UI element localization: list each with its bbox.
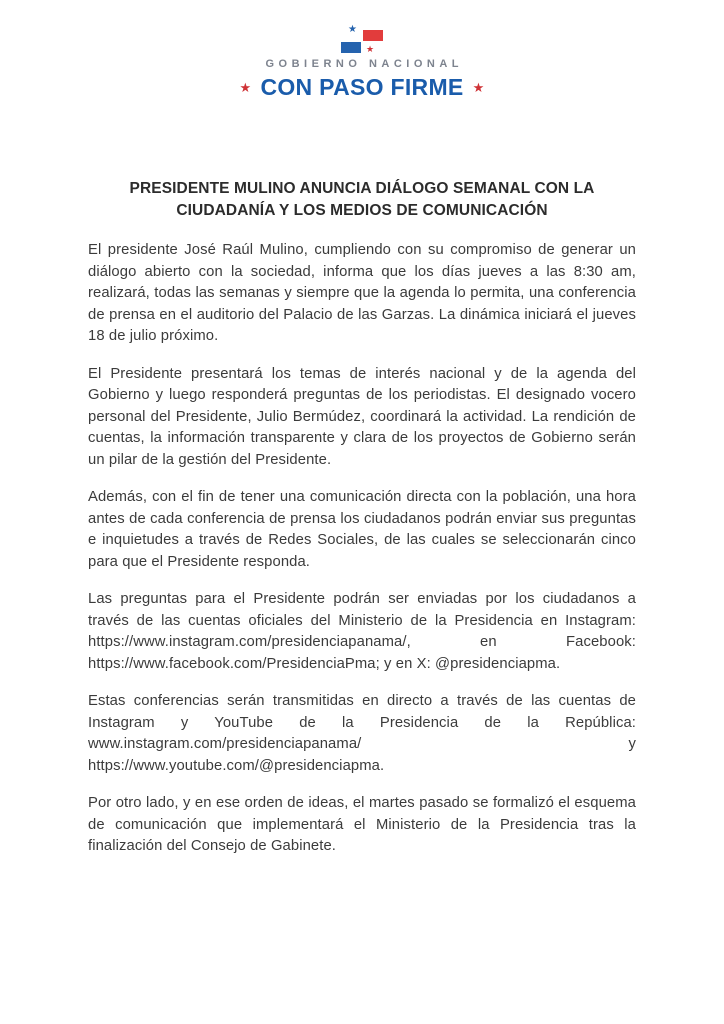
flag-red-rect [363,30,383,41]
slogan-text [88,73,636,102]
document-body [88,240,636,858]
paragraph-4: Las preguntas para el Presidente podrán ser enviadas por los ciudadanos a través de las cuentas oficiales del Ministerio de la Presidencia en Instagram: https://www.instagram.com/presidenciapanama/, en Facebook: https://www.facebook.com/PresidenciaPma; y en X: @presidenciapma. [88,591,636,672]
paragraph-1: El presidente José Raúl Mulino, cumpliendo con su compromiso de generar un diálogo abierto con la sociedad, informa que los días jueves a las 8:30 am, realizará, todas las semanas y siempre que la agenda lo permita, una conferencia de prensa en el auditorio del Palacio de las Garzas. La dinámica iniciará el jueves 18 de julio próximo. [88,242,636,344]
document-title: PRESIDENTE MULINO ANUNCIA DIÁLOGO SEMANAL CON LA CIUDADANÍA Y LOS MEDIOS DE COMUNICACIÓN [129,180,595,219]
panama-flag-icon [339,24,385,54]
flag-blue-star-icon: ★ [348,24,357,35]
paragraph-6: Por otro lado, y en ese orden de ideas, el martes pasado se formalizó el esquema de comunicación que implementará el Ministerio de la Presidencia tras la finalización del Consejo de Gabinete. [88,795,636,854]
paragraph-2: El Presidente presentará los temas de interés nacional y de la agenda del Gobierno y luego responderá preguntas de los periodistas. El designado vocero personal del Presidente, Julio Bermúdez, coordinará la actividad. La rendición de cuentas, la información transparente y clara de los proyectos de Gobierno serán un pilar de la gestión del Presidente. [88,365,636,468]
slogan-star-right-icon: ★ [472,80,485,95]
government-logo [88,24,636,102]
paragraph-5: Estas conferencias serán transmitidas en directo a través de las cuentas de Instagram y YouTube de la Presidencia de la República: www.instagram.com/presidenciapanama/ y https://www.youtube.com/@presidenciapma. [88,693,636,774]
paragraph-3: Además, con el fin de tener una comunicación directa con la población, una hora antes de cada conferencia de prensa los ciudadanos podrán enviar sus preguntas e inquietudes a través de Redes Sociales, de las cuales se seleccionarán cinco para que el Presidente responda. [88,489,636,570]
org-name-text: GOBIERNO NACIONAL [265,58,463,70]
slogan-label: CON PASO FIRME [260,74,464,100]
slogan-star-left-icon: ★ [239,80,252,95]
document-content [88,178,636,858]
flag-red-star-icon: ★ [366,44,375,54]
flag-blue-rect [341,42,361,53]
